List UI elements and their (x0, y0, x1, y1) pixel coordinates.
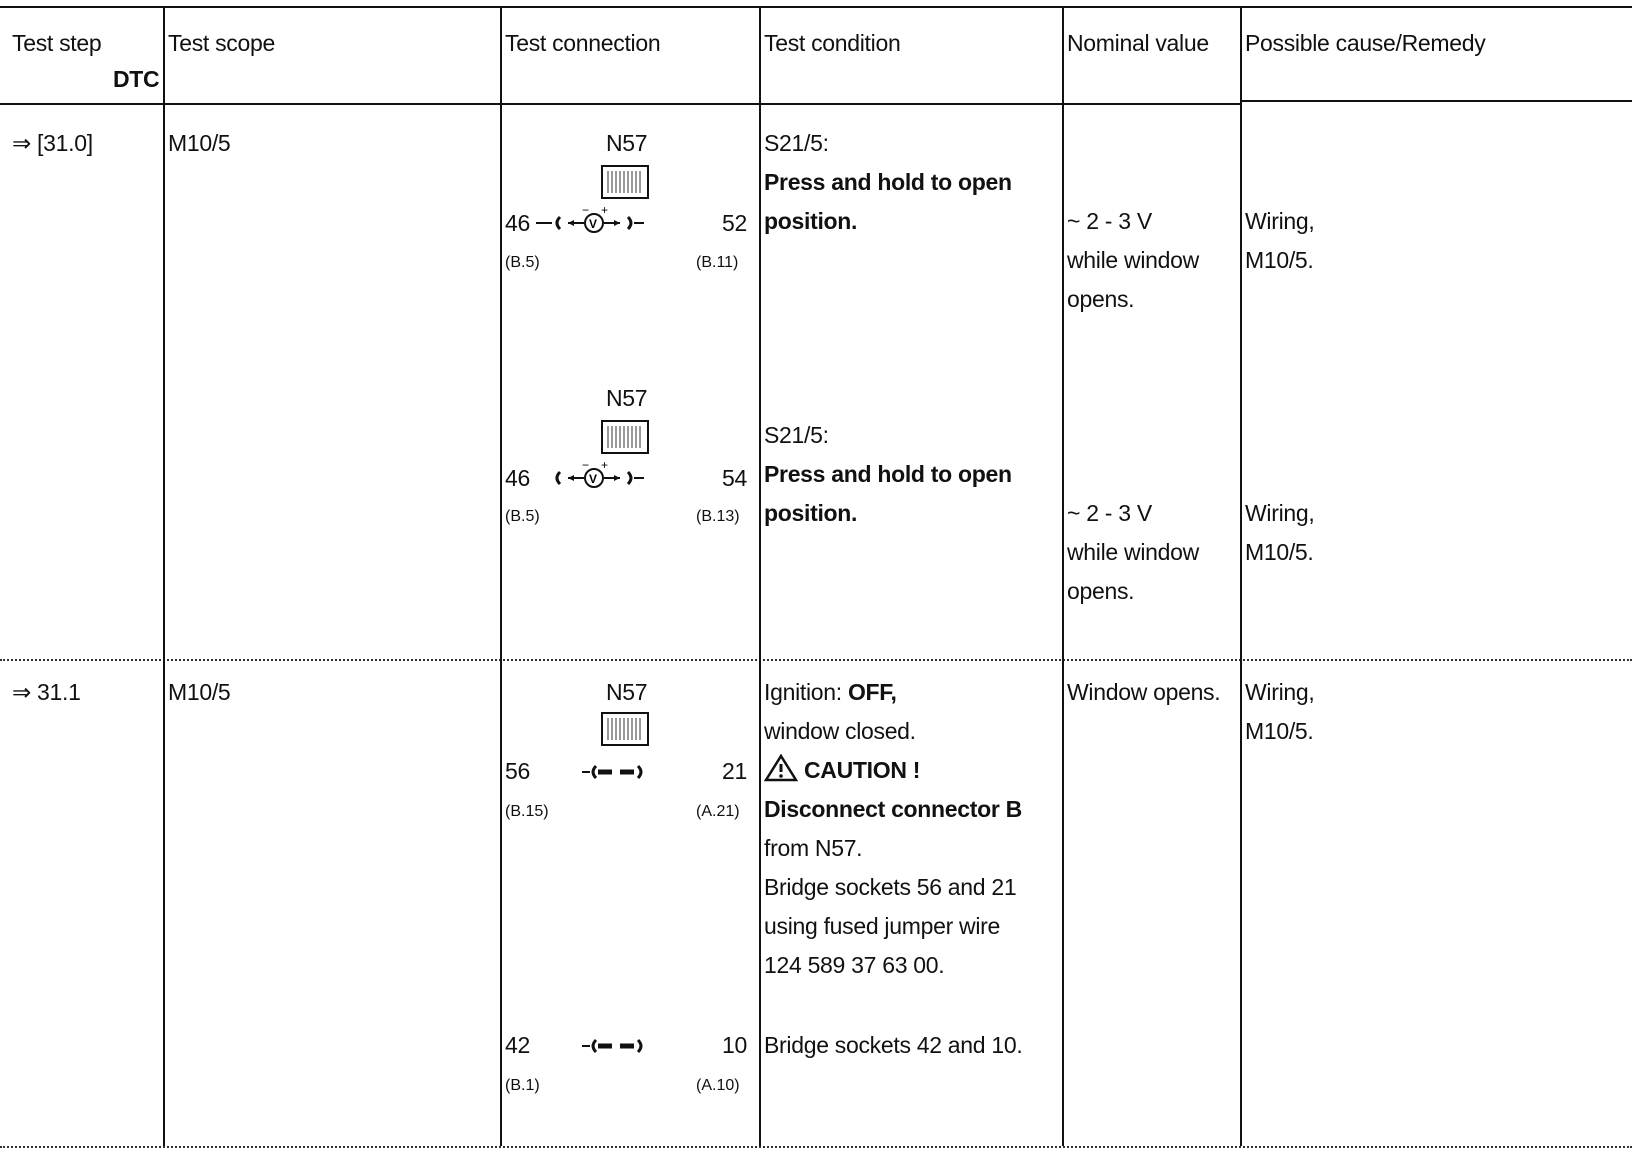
header-bottom-rule-left (0, 103, 1240, 105)
header-test-scope: Test scope (168, 30, 275, 56)
svg-text:−: − (582, 205, 590, 217)
row1a-remedy-2: M10/5. (1245, 247, 1314, 273)
row1b-cond-1: S21/5: (764, 422, 829, 448)
row2-bridge1-left-pin: 56 (505, 758, 530, 784)
row1a-nominal-2: while window (1067, 247, 1199, 273)
row2-cond-line7: using fused jumper wire (764, 913, 1000, 939)
row2-cond-ignition (764, 672, 897, 712)
row1a-right-sub: (B.11) (696, 254, 739, 271)
row1b-module-label: N57 (606, 385, 648, 411)
svg-text:+: + (601, 205, 609, 217)
table-top-rule (0, 6, 1632, 8)
row2-remedy-2: M10/5. (1245, 718, 1314, 744)
column-divider-4 (1062, 6, 1064, 1146)
row1a-right-pin: 52 (722, 210, 747, 236)
header-nominal-value: Nominal value (1067, 30, 1209, 56)
row1-test-scope: M10/5 (168, 130, 231, 156)
row1a-nominal-1: ~ 2 - 3 V (1067, 208, 1152, 234)
ecu-module-icon (601, 165, 649, 199)
row1a-module-label: N57 (606, 130, 648, 156)
ecu-module-icon (601, 420, 649, 454)
ignition-value: OFF, (847, 679, 897, 705)
row1b-left-pin: 46 (505, 465, 530, 491)
row1b-left-sub: (B.5) (505, 508, 540, 525)
row2-module-label: N57 (606, 679, 648, 705)
row2-cond-line5: from N57. (764, 835, 863, 861)
jumper-bridge-icon (582, 1036, 662, 1056)
row1b-right-pin: 54 (722, 465, 747, 491)
voltmeter-icon (534, 460, 644, 494)
row1b-right-sub: (B.13) (696, 508, 740, 525)
row1b-cond-3: position. (764, 500, 858, 526)
row2-cond-line2: window closed. (764, 718, 916, 744)
row2-bridge1-right-pin: 21 (722, 758, 747, 784)
column-divider-3 (759, 6, 761, 1146)
row-separator-1 (0, 659, 1632, 661)
row2-test-step: ⇒ 31.1 (12, 679, 81, 705)
row1b-nominal-2: while window (1067, 539, 1199, 565)
row2-cond-line6: Bridge sockets 56 and 21 (764, 874, 1017, 900)
row1b-nominal-1: ~ 2 - 3 V (1067, 500, 1152, 526)
svg-text:+: + (601, 460, 609, 472)
row1-test-step: ⇒ [31.0] (12, 130, 93, 156)
voltmeter-icon (534, 205, 644, 239)
warning-triangle-icon (764, 754, 798, 782)
jumper-bridge-icon (582, 762, 662, 782)
row2-nominal: Window opens. (1067, 679, 1221, 705)
header-test-connection: Test connection (505, 30, 661, 56)
svg-text:V: V (589, 217, 598, 231)
row1a-cond-3: position. (764, 208, 858, 234)
row2-bridge2-right-pin: 10 (722, 1032, 747, 1058)
row2-cond-line8: 124 589 37 63 00. (764, 952, 945, 978)
row1b-remedy-2: M10/5. (1245, 539, 1314, 565)
row2-bridge2-left-pin: 42 (505, 1032, 530, 1058)
row2-bridge2-left-sub: (B.1) (505, 1077, 540, 1094)
column-divider-2 (500, 6, 502, 1146)
row2-bridge2-right-sub: (A.10) (696, 1077, 740, 1094)
svg-text:−: − (582, 460, 590, 472)
row2-test-scope: M10/5 (168, 679, 231, 705)
header-bottom-rule-right (1240, 100, 1632, 102)
row1a-left-sub: (B.5) (505, 254, 540, 271)
ignition-label: Ignition: (764, 679, 848, 705)
row1b-cond-2: Press and hold to open (764, 461, 1012, 487)
svg-text:V: V (589, 472, 598, 486)
column-divider-1 (163, 6, 165, 1146)
row2-remedy-1: Wiring, (1245, 679, 1315, 705)
row2-caution (764, 750, 920, 790)
row1a-left-pin: 46 (505, 210, 530, 236)
row1b-nominal-3: opens. (1067, 578, 1135, 604)
row1a-cond-1: S21/5: (764, 130, 829, 156)
header-test-step: Test step (12, 30, 102, 56)
header-dtc: DTC (113, 66, 160, 92)
header-remedy: Possible cause/Remedy (1245, 30, 1486, 56)
row-separator-2 (0, 1146, 1632, 1148)
row1b-remedy-1: Wiring, (1245, 500, 1315, 526)
column-divider-5 (1240, 6, 1242, 1146)
ecu-module-icon (601, 712, 649, 746)
row2-bridge1-right-sub: (A.21) (696, 803, 740, 820)
row2-bridge1-left-sub: (B.15) (505, 803, 549, 820)
row1a-remedy-1: Wiring, (1245, 208, 1315, 234)
caution-label: CAUTION ! (804, 757, 921, 783)
row2-cond-line9: Bridge sockets 42 and 10. (764, 1032, 1023, 1058)
row1a-cond-2: Press and hold to open (764, 169, 1012, 195)
row1a-nominal-3: opens. (1067, 286, 1135, 312)
row2-cond-line4: Disconnect connector B (764, 796, 1022, 822)
header-test-condition: Test condition (764, 30, 901, 56)
